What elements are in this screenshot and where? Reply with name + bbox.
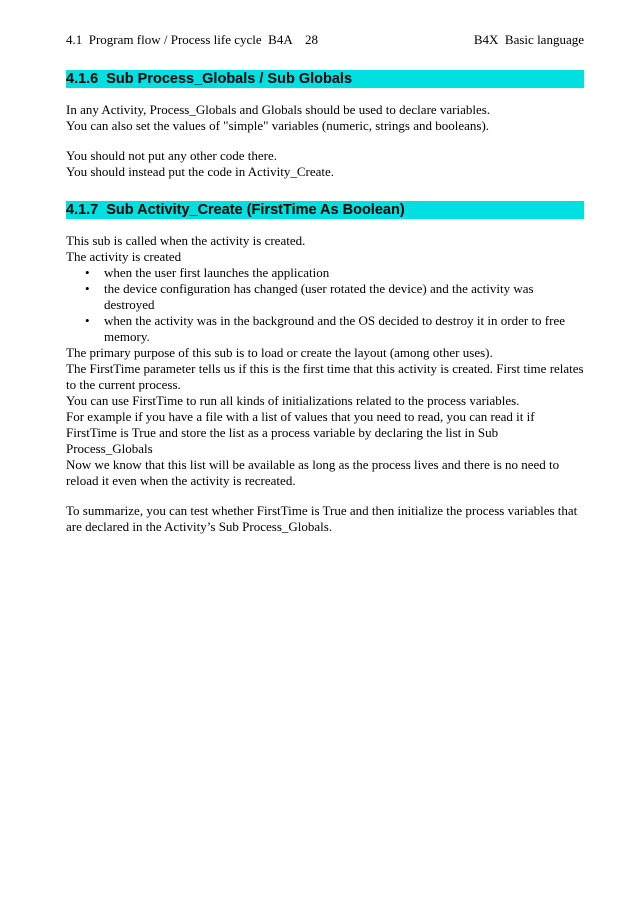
paragraph-line: For example if you have a file with a list of values that you need to read, you can read it if xyxy=(66,409,535,424)
paragraph-line: Process_Globals xyxy=(66,441,153,456)
paragraph-line: You should not put any other code there. xyxy=(66,148,277,163)
paragraph-line: Now we know that this list will be available as long as the process lives and there is no need to xyxy=(66,457,560,472)
section-heading-activity-create xyxy=(66,201,584,219)
header-chapter: 4.1 Program flow / Process life cycle B4A 28 xyxy=(66,32,319,47)
list-item xyxy=(66,265,584,281)
page-content xyxy=(66,70,584,535)
list-item-line: when the user first launches the application xyxy=(104,265,330,280)
section-number: 4.1.6 xyxy=(66,71,99,87)
header-book-title: B4X Basic language xyxy=(473,32,584,47)
bullet-icon: • xyxy=(85,281,90,296)
list-item xyxy=(66,281,584,313)
paragraph-line: The primary purpose of this sub is to load or create the layout (among other uses). xyxy=(66,345,493,360)
bullet-icon: • xyxy=(85,313,90,328)
paragraph-line: The FirstTime parameter tells us if this is the first time that this activity is created. First time relates xyxy=(66,361,584,376)
bullet-list xyxy=(66,265,584,345)
paragraph-line: You can use FirstTime to run all kinds of initializations related to the process variables. xyxy=(66,393,520,408)
section-title: Sub Activity_Create (FirstTime As Boolean) xyxy=(106,202,405,218)
paragraph-line: You should instead put the code in Activity_Create. xyxy=(66,164,335,179)
list-item-line: when the activity was in the background and the OS decided to destroy it in order to free xyxy=(104,313,566,328)
paragraph-line: to the current process. xyxy=(66,377,181,392)
paragraph-line: The activity is created xyxy=(66,249,182,264)
section-heading-process-globals xyxy=(66,70,584,88)
section-number: 4.1.7 xyxy=(66,202,99,218)
page-header xyxy=(66,31,584,49)
list-item-line: the device configuration has changed (user rotated the device) and the activity was xyxy=(104,281,534,296)
paragraph-line: reload it even when the activity is recreated. xyxy=(66,473,296,488)
paragraph-line: This sub is called when the activity is created. xyxy=(66,233,306,248)
paragraph-line: FirstTime is True and store the list as a process variable by declaring the list in Sub xyxy=(66,425,499,440)
list-item xyxy=(66,313,584,345)
paragraph-line: You can also set the values of "simple" variables (numeric, strings and booleans). xyxy=(66,118,490,133)
list-item-line: destroyed xyxy=(104,297,155,312)
paragraph-line: In any Activity, Process_Globals and Globals should be used to declare variables. xyxy=(66,102,491,117)
bullet-icon: • xyxy=(85,265,90,280)
paragraph-line: are declared in the Activity’s Sub Process_Globals. xyxy=(66,519,333,534)
paragraph-line: To summarize, you can test whether FirstTime is True and then initialize the process variables that xyxy=(66,503,578,518)
section-title: Sub Process_Globals / Sub Globals xyxy=(106,71,353,87)
list-item-line: memory. xyxy=(104,329,150,344)
